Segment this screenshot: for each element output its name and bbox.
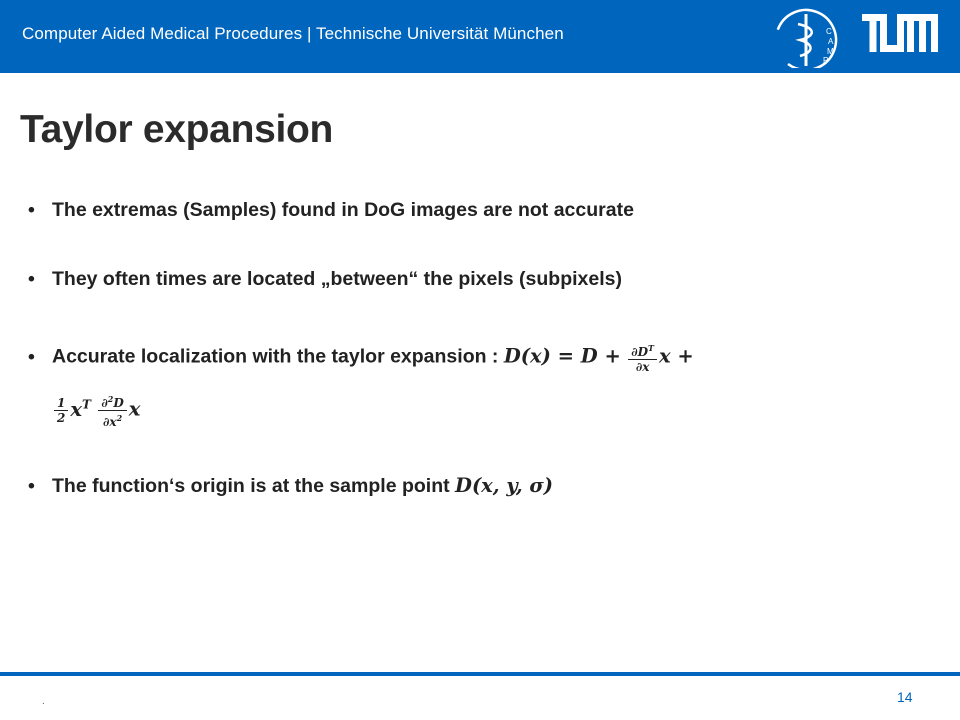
camp-letter-c: C bbox=[826, 27, 832, 36]
camp-letter-p: P bbox=[823, 56, 829, 65]
footer-divider bbox=[0, 672, 960, 676]
formula-tail: x bbox=[128, 397, 141, 421]
bullet-text: Accurate localization with the taylor expansion : bbox=[52, 345, 504, 368]
fraction-numerator: ∂D bbox=[631, 345, 649, 359]
formula-x-transpose: $x^T$ bbox=[70, 397, 91, 421]
camp-letter-m: M bbox=[827, 47, 834, 56]
bullet-marker: • bbox=[28, 475, 35, 497]
fraction-denominator: 2 bbox=[57, 411, 66, 425]
fraction-numerator: ∂ bbox=[101, 396, 108, 410]
camp-logo-icon bbox=[770, 4, 842, 76]
header-divider bbox=[0, 68, 960, 73]
camp-letter-a: A bbox=[828, 37, 834, 46]
fraction-denominator-sup: 2 bbox=[116, 413, 123, 423]
slide-title: Taylor expansion bbox=[20, 108, 334, 151]
formula-fraction-half bbox=[54, 396, 68, 425]
fraction-numerator-sup: 2 bbox=[107, 394, 114, 404]
institution-name: Computer Aided Medical Procedures | Technische Universität München bbox=[22, 24, 564, 43]
bullet-text: The function‘s origin is at the sample point bbox=[52, 475, 456, 497]
formula-transpose-sup: T bbox=[82, 397, 91, 412]
formula-continuation bbox=[52, 392, 140, 429]
bullet-text: They often times are located „between“ the pixels (subpixels) bbox=[52, 268, 622, 290]
fraction-denominator: ∂x bbox=[635, 360, 650, 374]
bullet-item-2 bbox=[28, 268, 622, 291]
bullet-marker: • bbox=[28, 199, 35, 221]
footer-text: . bbox=[42, 696, 45, 707]
bullet-item-3 bbox=[28, 341, 694, 374]
bullet-marker: • bbox=[28, 268, 35, 290]
page-number: 14 bbox=[897, 689, 913, 705]
bullet-marker: • bbox=[28, 345, 35, 368]
bullet-text: The extremas (Samples) found in DoG images are not accurate bbox=[52, 199, 634, 221]
fraction-numerator: 1 bbox=[54, 396, 68, 411]
formula-sample-point: D(x, y, σ) bbox=[455, 474, 554, 497]
bullet-item-4 bbox=[28, 474, 553, 498]
tum-logo-icon bbox=[862, 14, 938, 54]
formula-after-grad: x + bbox=[659, 344, 694, 368]
fraction-numerator-tail: D bbox=[113, 396, 124, 410]
formula-fraction-grad bbox=[628, 341, 657, 374]
fraction-numerator-sup: T bbox=[648, 343, 654, 353]
bullet-item-1 bbox=[28, 199, 634, 222]
header-bar bbox=[0, 0, 960, 68]
formula-lhs: D(x) = D + bbox=[503, 344, 621, 368]
fraction-denominator: ∂x bbox=[102, 415, 117, 429]
formula-fraction-hessian bbox=[98, 392, 126, 429]
